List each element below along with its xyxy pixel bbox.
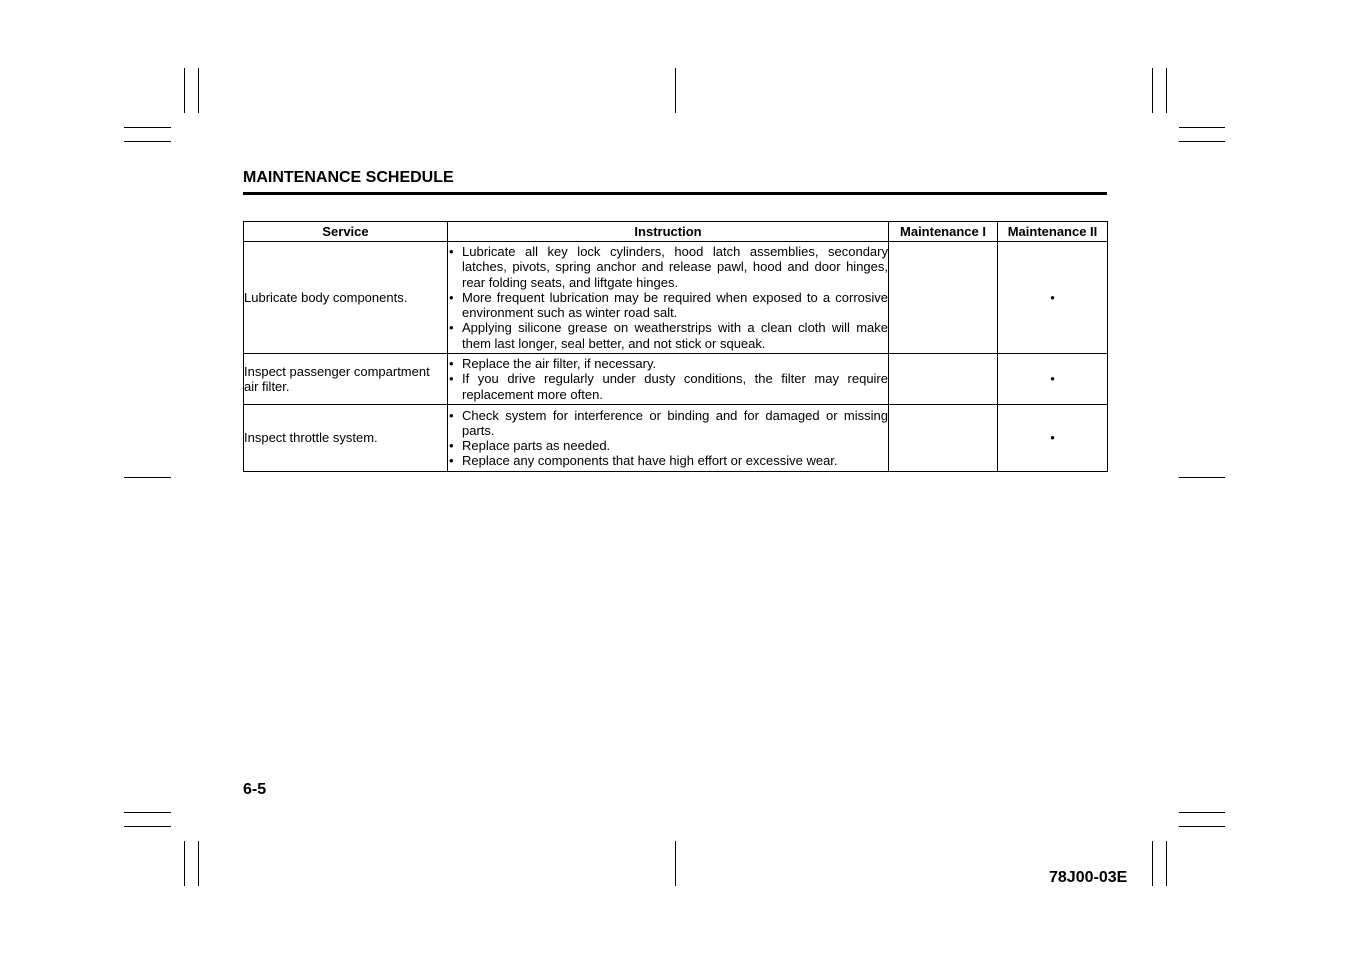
- crop-mark: [1179, 141, 1225, 142]
- instruction-item: • More frequent lubrication may be required when exposed to a corrosive environment such as winter road salt.: [448, 290, 888, 320]
- crop-mark: [675, 68, 676, 113]
- table-row: [244, 242, 1108, 354]
- instruction-list: [448, 408, 888, 469]
- crop-mark: [1152, 841, 1153, 886]
- crop-mark: [1166, 841, 1167, 886]
- column-header-instruction: Instruction: [448, 222, 889, 242]
- instruction-item: • Replace the air filter, if necessary.: [448, 356, 888, 371]
- maintenance-table: [243, 221, 1108, 472]
- crop-mark: [124, 141, 171, 142]
- instruction-list: [448, 356, 888, 402]
- crop-mark: [1152, 68, 1153, 113]
- column-header-maintenance-1: Maintenance I: [889, 222, 998, 242]
- maintenance-2-cell: •: [998, 405, 1108, 472]
- service-cell: Lubricate body components.: [244, 242, 448, 354]
- table-header-row: [244, 222, 1108, 242]
- maintenance-2-cell: •: [998, 242, 1108, 354]
- table-row: [244, 405, 1108, 472]
- crop-mark: [1166, 68, 1167, 113]
- instruction-item: • Lubricate all key lock cylinders, hood latch assemblies, secondary latches, pivots, spring anchor and release pawl, hood and door hinges, rear folding seats, and liftgate hinges.: [448, 244, 888, 290]
- page-number: 6-5: [243, 781, 267, 798]
- instruction-list: [448, 244, 888, 350]
- column-header-maintenance-2: Maintenance II: [998, 222, 1108, 242]
- service-cell: Inspect passenger compartment air filter.: [244, 354, 448, 405]
- section-title: MAINTENANCE SCHEDULE: [243, 169, 454, 186]
- column-header-service: Service: [244, 222, 448, 242]
- instruction-item: • If you drive regularly under dusty conditions, the filter may require replacement more often.: [448, 371, 888, 401]
- crop-mark: [198, 68, 199, 113]
- instruction-item: • Replace parts as needed.: [448, 438, 888, 453]
- title-rule: [243, 192, 1107, 195]
- crop-mark: [1179, 826, 1225, 827]
- instruction-item: • Applying silicone grease on weatherstrips with a clean cloth will make them last longer, seal better, and not stick or squeak.: [448, 320, 888, 350]
- crop-mark: [1179, 812, 1225, 813]
- crop-mark: [124, 477, 171, 478]
- maintenance-2-cell: •: [998, 354, 1108, 405]
- table-row: [244, 354, 1108, 405]
- crop-mark: [675, 841, 676, 886]
- document-code: 78J00-03E: [1049, 869, 1128, 886]
- crop-mark: [184, 841, 185, 886]
- maintenance-1-cell: [889, 242, 998, 354]
- maintenance-1-cell: [889, 405, 998, 472]
- crop-mark: [1179, 477, 1225, 478]
- crop-mark: [198, 841, 199, 886]
- crop-mark: [124, 812, 171, 813]
- instruction-cell: [448, 354, 889, 405]
- crop-mark: [124, 826, 171, 827]
- crop-mark: [1179, 127, 1225, 128]
- instruction-item: • Check system for interference or binding and for damaged or missing parts.: [448, 408, 888, 438]
- service-cell: Inspect throttle system.: [244, 405, 448, 472]
- instruction-cell: [448, 242, 889, 354]
- crop-mark: [124, 127, 171, 128]
- crop-mark: [184, 68, 185, 113]
- maintenance-1-cell: [889, 354, 998, 405]
- instruction-item: • Replace any components that have high effort or excessive wear.: [448, 453, 888, 468]
- instruction-cell: [448, 405, 889, 472]
